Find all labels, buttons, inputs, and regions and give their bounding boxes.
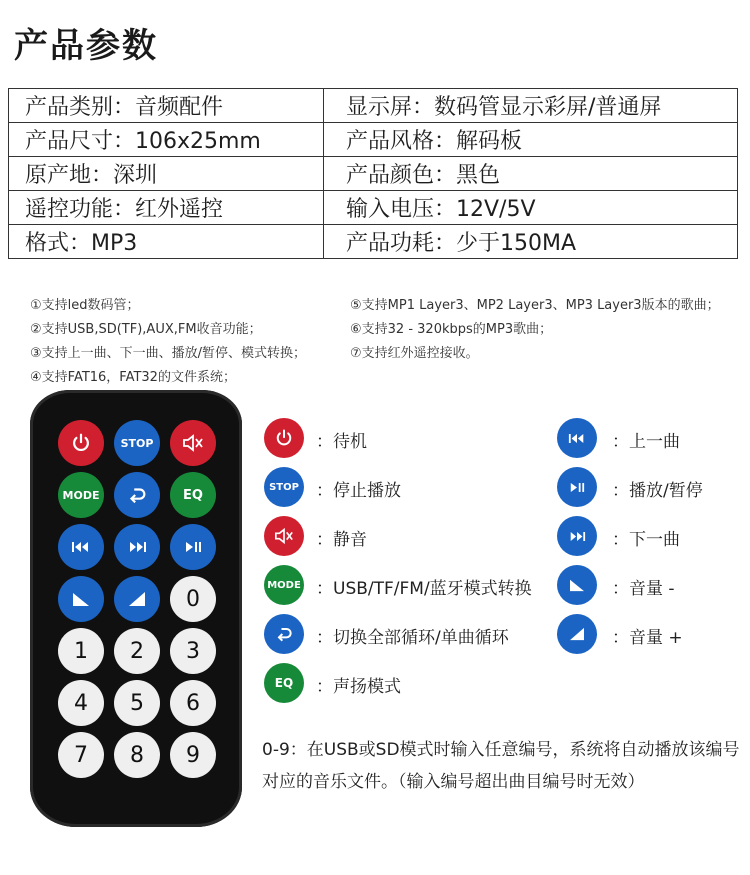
- spec-cell: 产品风格：解码板: [324, 123, 738, 157]
- table-row: [9, 225, 738, 259]
- spec-cell: 显示屏：数码管显示彩屏/普通屏: [324, 89, 738, 123]
- legend-next-icon: [557, 516, 597, 556]
- digit-1-button[interactable]: 1: [58, 628, 104, 674]
- prev-button[interactable]: [58, 524, 104, 570]
- digit-7-button[interactable]: 7: [58, 732, 104, 778]
- volume-up-button[interactable]: [114, 576, 160, 622]
- legend-repeat-icon: [264, 614, 304, 654]
- spec-cell: 输入电压：12V/5V: [324, 191, 738, 225]
- legend-mute-label: ：静音: [316, 530, 367, 550]
- legend-volume-down-label: ：音量 -: [612, 579, 675, 599]
- table-row: [9, 89, 738, 123]
- play-pause-icon: [184, 541, 202, 553]
- spec-cell: 产品颜色：黑色: [324, 157, 738, 191]
- spec-table: [8, 88, 738, 259]
- power-button[interactable]: [58, 420, 104, 466]
- power-icon: [70, 432, 92, 454]
- digit-9-button[interactable]: 9: [170, 732, 216, 778]
- digit-note: 0-9：在USB或SD模式时输入任意编号，系统将自动播放该编号对应的音乐文件。（输入编号超出曲目编号时无效）: [262, 740, 740, 792]
- table-row: [9, 157, 738, 191]
- legend-mode-icon: MODE: [264, 565, 304, 605]
- legend-repeat-label: ：切换全部循环/单曲循环: [316, 628, 509, 648]
- legend-prev-icon: [557, 418, 597, 458]
- spec-cell: 产品尺寸：106x25mm: [9, 123, 324, 157]
- legend-play-pause-label: ：播放/暂停: [612, 481, 703, 501]
- next-button[interactable]: [114, 524, 160, 570]
- legend-next-label: ：下一曲: [612, 530, 680, 550]
- legend-eq-label: ：声扬模式: [316, 677, 401, 697]
- feature-item: ②支持USB,SD(TF),AUX,FM收音功能；: [30, 322, 262, 337]
- feature-item: ①支持led数码管；: [30, 298, 140, 313]
- legend-mode-label: ：USB/TF/FM/蓝牙模式转换: [316, 579, 532, 599]
- spec-cell: 产品功耗：少于150MA: [324, 225, 738, 259]
- legend-mute-icon: [264, 516, 304, 556]
- digit-5-button[interactable]: 5: [114, 680, 160, 726]
- digit-2-button[interactable]: 2: [114, 628, 160, 674]
- spec-cell: 格式：MP3: [9, 225, 324, 259]
- remote-control: [30, 390, 242, 827]
- repeat-button[interactable]: [114, 472, 160, 518]
- spec-cell: 原产地：深圳: [9, 157, 324, 191]
- feature-item: ③支持上一曲、下一曲、播放/暂停、模式转换；: [30, 346, 307, 361]
- feature-item: ④支持FAT16，FAT32的文件系统；: [30, 370, 236, 385]
- legend-eq-icon: EQ: [264, 663, 304, 703]
- digit-0-button[interactable]: 0: [170, 576, 216, 622]
- spec-cell: 遥控功能：红外遥控: [9, 191, 324, 225]
- next-icon: [127, 541, 147, 553]
- legend-volume-down-icon: [557, 565, 597, 605]
- stop-button[interactable]: STOP: [114, 420, 160, 466]
- digit-6-button[interactable]: 6: [170, 680, 216, 726]
- legend-power-label: ：待机: [316, 432, 367, 452]
- digit-3-button[interactable]: 3: [170, 628, 216, 674]
- digit-8-button[interactable]: 8: [114, 732, 160, 778]
- feature-item: ⑤支持MP1 Layer3、MP2 Layer3、MP3 Layer3版本的歌曲；: [350, 298, 720, 313]
- repeat-icon: [126, 484, 148, 506]
- feature-item: ⑦支持红外遥控接收。: [350, 346, 479, 361]
- feature-item: ⑥支持32 - 320kbps的MP3歌曲；: [350, 322, 553, 337]
- legend-volume-up-icon: [557, 614, 597, 654]
- digit-4-button[interactable]: 4: [58, 680, 104, 726]
- mute-button[interactable]: [170, 420, 216, 466]
- legend-play-pause-icon: [557, 467, 597, 507]
- spec-cell: 产品类别：音频配件: [9, 89, 324, 123]
- legend-stop-label: ：停止播放: [316, 481, 401, 501]
- prev-icon: [71, 541, 91, 553]
- volume-down-icon: [71, 591, 91, 607]
- legend-volume-up-label: ：音量 +: [612, 628, 683, 648]
- page-title: 产品参数: [14, 26, 158, 66]
- table-row: [9, 191, 738, 225]
- legend-stop-icon: STOP: [264, 467, 304, 507]
- legend-power-icon: [264, 418, 304, 458]
- table-row: [9, 123, 738, 157]
- mute-icon: [181, 432, 205, 454]
- play-pause-button[interactable]: [170, 524, 216, 570]
- eq-button[interactable]: EQ: [170, 472, 216, 518]
- volume-down-button[interactable]: [58, 576, 104, 622]
- volume-up-icon: [127, 591, 147, 607]
- mode-button[interactable]: MODE: [58, 472, 104, 518]
- legend-prev-label: ：上一曲: [612, 432, 680, 452]
